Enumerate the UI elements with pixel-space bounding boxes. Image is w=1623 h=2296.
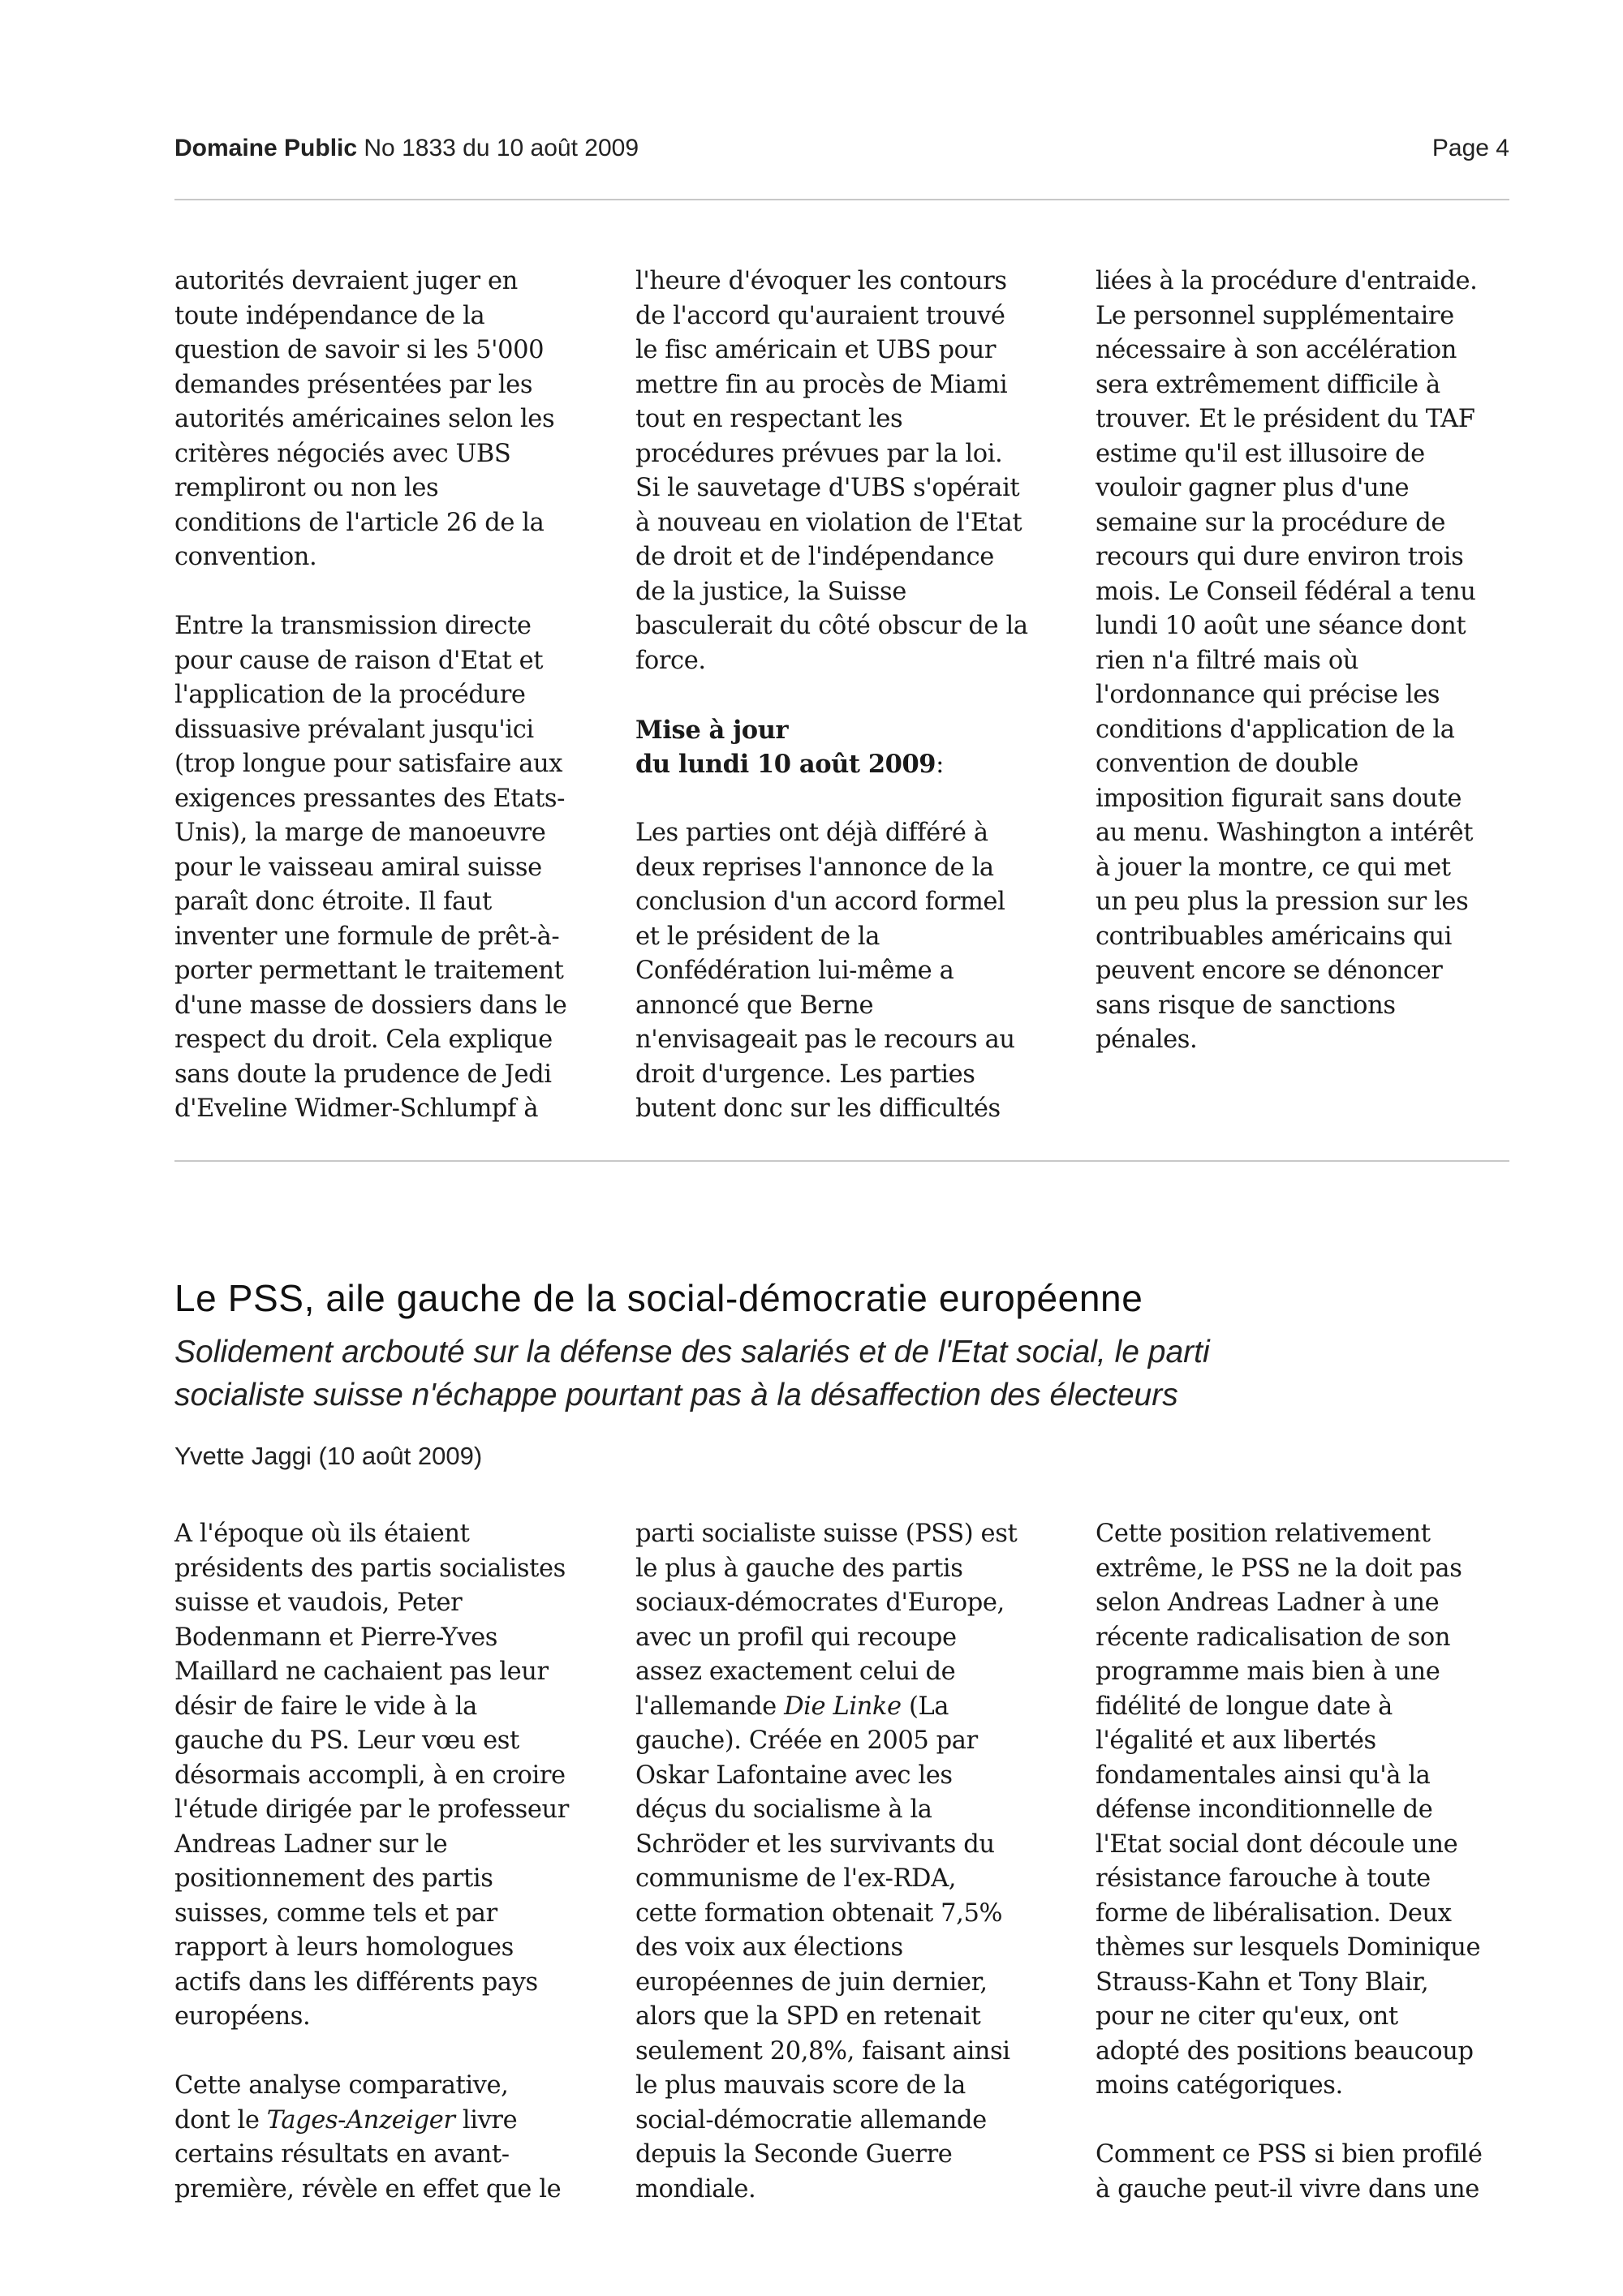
text-line: moins catégoriques. xyxy=(1096,2071,1343,2100)
text-line: l'égalité et aux libertés xyxy=(1096,1726,1376,1755)
text-line: dissuasive prévalant jusqu'ici xyxy=(174,715,534,744)
text-line: défense inconditionnelle de xyxy=(1096,1795,1433,1824)
article-column-3 xyxy=(1096,1517,1518,2207)
text-line: Entre la transmission directe xyxy=(174,612,532,640)
issue-info: No 1833 du 10 août 2009 xyxy=(364,135,639,161)
text-line: à gauche peut-il vivre dans une xyxy=(1096,2174,1479,2204)
text-line: désormais accompli, à en croire xyxy=(174,1761,566,1790)
text-line: d'une masse de dossiers dans le xyxy=(174,991,567,1020)
text-line: l'ordonnance qui précise les xyxy=(1096,681,1440,709)
text-fragment: livre xyxy=(454,2105,518,2135)
text-line: désir de faire le vide à la xyxy=(174,1692,477,1721)
text-line: conclusion d'un accord formel xyxy=(635,888,1005,916)
article-column-2 xyxy=(635,1517,1057,2207)
text-line: parti socialiste suisse (PSS) est xyxy=(635,1520,1018,1548)
text-line: convention de double xyxy=(1096,750,1358,778)
text-line: n'envisageait pas le recours au xyxy=(635,1025,1015,1054)
text-line: certains résultats en avant- xyxy=(174,2140,510,2169)
text-line: Oskar Lafontaine avec les xyxy=(635,1761,953,1790)
header-divider xyxy=(174,199,1509,200)
text-line: semaine sur la procédure de xyxy=(1096,508,1446,537)
text-line: respect du droit. Cela explique xyxy=(174,1025,553,1054)
text-line: fondamentales ainsi qu'à la xyxy=(1096,1761,1431,1790)
update-heading-date: du lundi 10 août 2009 xyxy=(635,750,936,779)
text-line: porter permettant le traitement xyxy=(174,957,564,985)
top-column-1 xyxy=(174,264,596,1127)
text-line: vouloir gagner plus d'une xyxy=(1096,474,1410,502)
text-line: estime qu'il est illusoire de xyxy=(1096,439,1425,468)
top-column-2 xyxy=(635,264,1057,1127)
paragraph-gap xyxy=(635,678,1057,713)
text-line: gauche du PS. Leur vœu est xyxy=(174,1726,519,1755)
text-line: forme de libéralisation. Deux xyxy=(1096,1898,1452,1928)
text-line: sans risque de sanctions xyxy=(1096,991,1396,1020)
text-line: Le personnel supplémentaire xyxy=(1096,301,1454,330)
text-line: d'Eveline Widmer-Schlumpf à xyxy=(174,1094,539,1123)
text-line: à nouveau en violation de l'Etat xyxy=(635,508,1022,537)
text-line: l'application de la procédure xyxy=(174,681,526,709)
text-line: force. xyxy=(635,646,706,675)
text-line: des voix aux élections xyxy=(635,1933,903,1962)
text-line: Schröder et les survivants du xyxy=(635,1829,995,1859)
text-line: adopté des positions beaucoup xyxy=(1096,2036,1474,2066)
text-line: (trop longue pour satisfaire aux xyxy=(174,750,563,778)
text-line: Cette position relativement xyxy=(1096,1520,1431,1548)
text-line: cette formation obtenait 7,5% xyxy=(635,1898,1003,1928)
text-line: nécessaire à son accélération xyxy=(1096,336,1457,364)
text-line: annoncé que Berne xyxy=(635,991,874,1020)
text-line: demandes présentées par les xyxy=(174,370,533,399)
update-heading: Mise à jour xyxy=(635,715,789,745)
text-line: contribuables américains qui xyxy=(1096,922,1452,951)
text-line: première, révèle en effet que le xyxy=(174,2174,562,2204)
text-line: Cette analyse comparative, xyxy=(174,2071,509,2100)
text-line: européens. xyxy=(174,2002,311,2031)
text-line: suisses, comme tels et par xyxy=(174,1898,497,1928)
text-line: de l'accord qu'auraient trouvé xyxy=(635,301,1005,330)
article-subtitle xyxy=(174,1331,1554,1417)
article-column-1 xyxy=(174,1517,596,2207)
text-line: pour cause de raison d'Etat et xyxy=(174,646,544,675)
paragraph-gap xyxy=(174,2035,596,2070)
text-line: déçus du socialisme à la xyxy=(635,1795,932,1824)
text-line: de droit et de l'indépendance xyxy=(635,543,994,571)
text-line: sans doute la prudence de Jedi xyxy=(174,1060,552,1089)
text-fragment: dont le xyxy=(174,2105,267,2135)
paragraph-gap xyxy=(635,782,1057,817)
text-line: actifs dans les différents pays xyxy=(174,1967,538,1997)
text-line: résistance farouche à toute xyxy=(1096,1864,1431,1893)
text-line: pour ne citer qu'eux, ont xyxy=(1096,2002,1398,2031)
subtitle-line: socialiste suisse n'échappe pourtant pas à la désaffection des électeurs xyxy=(174,1378,1178,1412)
text-line: le fisc américain et UBS pour xyxy=(635,336,997,364)
text-line: autorités américaines selon les xyxy=(174,405,555,433)
text-line: rien n'a filtré mais où xyxy=(1096,646,1359,675)
text-line: recours qui dure environ trois xyxy=(1096,543,1464,571)
text-line: question de savoir si les 5'000 xyxy=(174,336,545,364)
text-line: imposition figurait sans doute xyxy=(1096,784,1462,813)
paragraph-gap xyxy=(1096,2104,1518,2139)
paragraph-gap xyxy=(174,575,596,610)
text-line: pour le vaisseau amiral suisse xyxy=(174,853,542,882)
article-title: Le PSS, aile gauche de la social-démocratie européenne xyxy=(174,1277,1143,1319)
text-line: tout en respectant les xyxy=(635,405,903,433)
text-line: sera extrêmement difficile à xyxy=(1096,370,1440,399)
text-line: l'heure d'évoquer les contours xyxy=(635,267,1007,295)
text-line: l'étude dirigée par le professeur xyxy=(174,1795,569,1824)
text-line: Unis), la marge de manoeuvre xyxy=(174,819,546,847)
subtitle-line: Solidement arcbouté sur la défense des salariés et de l'Etat social, le parti xyxy=(174,1335,1210,1369)
text-line: trouver. Et le président du TAF xyxy=(1096,405,1475,433)
party-name: Die Linke xyxy=(784,1692,902,1721)
text-line: deux reprises l'annonce de la xyxy=(635,853,994,882)
text-line: paraît donc étroite. Il faut xyxy=(174,888,492,916)
text-line: liées à la procédure d'entraide. xyxy=(1096,267,1478,295)
text-line xyxy=(174,2104,596,2139)
text-line xyxy=(635,1690,1057,1725)
page-header xyxy=(174,135,1509,167)
text-line: positionnement des partis xyxy=(174,1864,493,1893)
text-line: pénales. xyxy=(1096,1025,1198,1054)
text-line: A l'époque où ils étaient xyxy=(174,1520,470,1548)
newspaper-name: Tages-Anzeiger xyxy=(266,2105,455,2135)
text-line: le plus à gauche des partis xyxy=(635,1554,963,1583)
text-line: communisme de l'ex-RDA, xyxy=(635,1864,957,1893)
text-line: critères négociés avec UBS xyxy=(174,439,511,468)
text-line: le plus mauvais score de la xyxy=(635,2071,966,2100)
text-line: rapport à leurs homologues xyxy=(174,1933,514,1962)
text-line: conditions d'application de la xyxy=(1096,715,1455,744)
text-line: Confédération lui-même a xyxy=(635,957,954,985)
text-line: thèmes sur lesquels Dominique xyxy=(1096,1933,1481,1962)
text-line: et le président de la xyxy=(635,922,880,951)
text-line: mettre fin au procès de Miami xyxy=(635,370,1008,399)
text-line: mondiale. xyxy=(635,2174,756,2204)
text-line: suisse et vaudois, Peter xyxy=(174,1589,463,1617)
section-divider xyxy=(174,1160,1509,1162)
update-heading xyxy=(635,747,1057,782)
page-number: Page 4 xyxy=(1431,135,1509,161)
article-byline: Yvette Jaggi (10 août 2009) xyxy=(174,1442,483,1470)
text-line: au menu. Washington a intérêt xyxy=(1096,819,1474,847)
text-line: de la justice, la Suisse xyxy=(635,577,906,606)
text-line: l'Etat social dont découle une xyxy=(1096,1829,1458,1859)
text-line: Si le sauvetage d'UBS s'opérait xyxy=(635,474,1020,502)
text-line: européennes de juin dernier, xyxy=(635,1967,988,1997)
text-line: Strauss-Kahn et Tony Blair, xyxy=(1096,1967,1429,1997)
text-fragment: l'allemande xyxy=(635,1692,785,1721)
text-line: assez exactement celui de xyxy=(635,1658,956,1686)
text-line: un peu plus la pression sur les xyxy=(1096,888,1469,916)
text-line: depuis la Seconde Guerre xyxy=(635,2140,953,2169)
text-line: toute indépendance de la xyxy=(174,301,485,330)
text-line: Comment ce PSS si bien profilé xyxy=(1096,2140,1483,2169)
text-line: convention. xyxy=(174,543,317,571)
text-line: à jouer la montre, ce qui met xyxy=(1096,853,1451,882)
text-line: lundi 10 août une séance dont xyxy=(1096,612,1466,640)
text-line: présidents des partis socialistes xyxy=(174,1554,566,1583)
text-line: procédures prévues par la loi. xyxy=(635,439,1003,468)
text-line: seulement 20,8%, faisant ainsi xyxy=(635,2036,1010,2066)
text-line: exigences pressantes des Etats- xyxy=(174,784,566,813)
text-fragment: (La xyxy=(901,1692,949,1721)
text-line: Maillard ne cachaient pas leur xyxy=(174,1658,549,1686)
text-line: rempliront ou non les xyxy=(174,474,439,502)
text-line: fidélité de longue date à xyxy=(1096,1692,1393,1721)
text-line: avec un profil qui recoupe xyxy=(635,1623,957,1652)
text-line: gauche). Créée en 2005 par xyxy=(635,1726,978,1755)
text-line: butent donc sur les difficultés xyxy=(635,1094,1001,1123)
text-line: conditions de l'article 26 de la xyxy=(174,508,545,537)
top-column-3 xyxy=(1096,264,1518,1058)
text-line: programme mais bien à une xyxy=(1096,1658,1440,1686)
text-line: social-démocratie allemande xyxy=(635,2105,987,2135)
text-line: récente radicalisation de son xyxy=(1096,1623,1451,1652)
update-heading-colon: : xyxy=(936,750,945,779)
text-line: Bodenmann et Pierre-Yves xyxy=(174,1623,498,1652)
text-line: mois. Le Conseil fédéral a tenu xyxy=(1096,577,1476,606)
text-line: inventer une formule de prêt-à- xyxy=(174,922,560,951)
text-line: selon Andreas Ladner à une xyxy=(1096,1589,1440,1617)
publication-name: Domaine Public xyxy=(174,135,358,161)
publication-info xyxy=(174,135,639,162)
text-line: Andreas Ladner sur le xyxy=(174,1829,448,1859)
text-line: sociaux-démocrates d'Europe, xyxy=(635,1589,1005,1617)
text-line: basculerait du côté obscur de la xyxy=(635,612,1028,640)
text-line: droit d'urgence. Les parties xyxy=(635,1060,975,1089)
text-line: Les parties ont déjà différé à xyxy=(635,819,988,847)
text-line: extrême, le PSS ne la doit pas xyxy=(1096,1554,1462,1583)
text-line: alors que la SPD en retenait xyxy=(635,2002,981,2031)
text-line: peuvent encore se dénoncer xyxy=(1096,957,1443,985)
text-line: autorités devraient juger en xyxy=(174,267,518,295)
